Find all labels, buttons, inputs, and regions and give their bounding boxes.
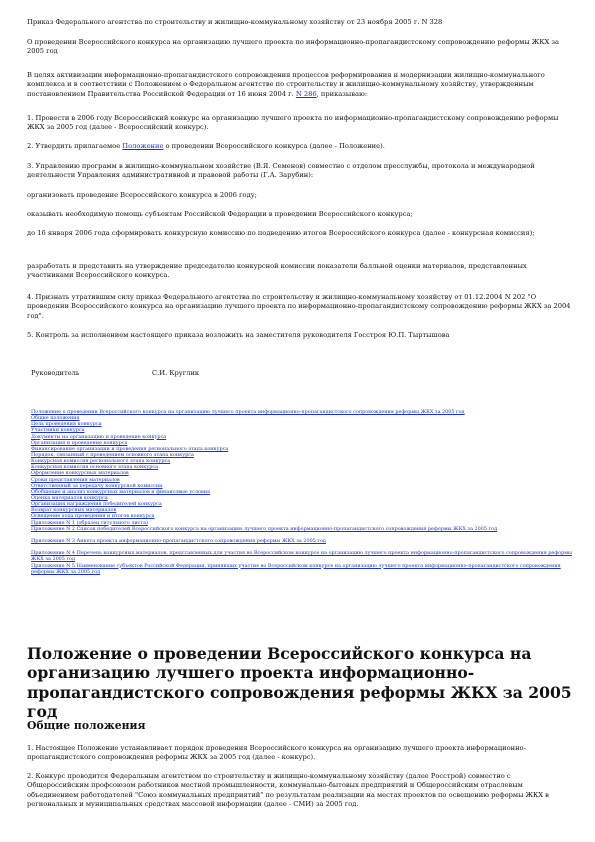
toc-link[interactable]: Участники конкурса	[31, 427, 85, 434]
toc-link[interactable]: Приложение N 2 Список победителей Всероссийского конкурса на организацию лучшего проекта информационно-пропагандистского сопровождения реформы ЖКХ за 2005 год	[31, 525, 498, 532]
toc-link[interactable]: Приложение N 1 (образец титульного листа)	[31, 519, 148, 526]
preamble-text-end: , приказываю:	[316, 89, 368, 98]
preamble-text: В целях активизации информационно-пропагандистского сопровождения процессов реформирования и модернизации жилищно-коммунального комплекса и в соответствии с Положением о Федеральном агентстве по строительству и жилищно-коммунальному хозяйству, утвержденным постановлением Правительства Российской Федерации от 16 июня 2004 г.	[27, 71, 545, 98]
signature-role: Руководитель	[31, 369, 80, 377]
toc-link[interactable]: Оформление конкурсных материалов	[31, 470, 129, 477]
regulation-title: Положение о проведении Всероссийского конкурса на организацию лучшего проекта информационно-пропагандистского сопровождения реформы ЖКХ за 2005 год	[27, 644, 572, 722]
preamble	[27, 71, 572, 99]
toc-link[interactable]: Обобщение и анализ конкурсных материалов и финансовые условия	[31, 488, 211, 495]
toc-link[interactable]: Приложение N 4 Перечень конкурсных материалов, представленных для участия во Всероссийском конкурсе на организацию лучшего проекта информационно-пропагандистского сопровождения реформы ЖКХ за 2005 год	[31, 550, 572, 563]
toc-link[interactable]: Оценка материалов конкурса	[31, 494, 108, 501]
toc-item	[31, 526, 576, 538]
item-3: 3. Управлению программ в жилищно-коммунальном хозяйстве (В.Я. Семенов) совместно с отделом пресслужбы, протокола и международной деятельности Управления административной и правовой работы (Г.А. Зарубин):	[27, 162, 535, 180]
toc-item	[31, 550, 576, 562]
toc-link[interactable]: Конкурсная комиссия регионального этапа конкурса	[31, 458, 171, 465]
toc-link[interactable]: Конкурсная комиссия основного этапа конкурса	[31, 464, 159, 471]
item-5: 5. Контроль за исполнением настоящего приказа возложить на заместителя руководителя Госстроя Ю.П. Тыртышова	[27, 331, 450, 339]
toc-link[interactable]: Документы на организацию и проведение конкурса	[31, 433, 167, 440]
toc-link[interactable]: Финансирование организации и проведения регионального этапа конкурса	[31, 445, 229, 452]
section-heading: Общие положения	[27, 719, 146, 732]
toc-item	[31, 538, 576, 550]
item-2	[27, 142, 572, 151]
item-3a: организовать проведение Всероссийского конкурса в 2006 году;	[27, 191, 257, 199]
body-paragraph-2: 2. Конкурс проводится Федеральным агентством по строительству и жилищно-коммунальному хозяйству (далее Росстрой) совместно с Общероссийским профсоюзом работников местной промышленности, коммунально-бытовых предприятий и Общероссийским отраслевым объединением работодателей "Союз коммунальных предприятий" по результатам реализации на местах проектов по освещению реформы ЖКХ в региональных и муниципальных средствах массовой информации (далее - СМИ) за 2005 год.	[27, 772, 549, 808]
toc-link[interactable]: Возврат конкурсных материалов	[31, 507, 117, 514]
body-paragraph-1: 1. Настоящее Положение устанавливает порядок проведения Всероссийского конкурса на организацию лучшего проекта информационно-пропагандистского сопровождения реформы ЖКХ за 2005 год (далее - конкурс).	[27, 744, 526, 762]
toc-link[interactable]: Порядок, связанный с проведением основного этапа конкурса	[31, 451, 194, 458]
item-2-text-end: о проведении Всероссийского конкурса (далее - Положение).	[163, 142, 385, 150]
signature-name: С.И. Круглик	[152, 369, 200, 377]
toc-link[interactable]: Освещение хода проведения и итогов конкурса	[31, 513, 155, 520]
item-3c: до 16 января 2006 года сформировать конкурсную комиссию по подведению итогов Всероссийского конкурса (далее - конкурсная комиссия);	[27, 229, 535, 237]
order-line: Приказ Федерального агентства по строительству и жилищно-коммунальному хозяйству от 23 ноября 2005 г. N 328	[27, 18, 443, 26]
toc-link[interactable]: Ответственный за передачу конкурсной комиссии	[31, 482, 163, 489]
toc-item	[31, 563, 576, 575]
order-title: О проведении Всероссийского конкурса на организацию лучшего проекта по информационно-пропагандистскому сопровождению реформы ЖКХ за 2005 год	[27, 38, 559, 56]
regulation-link[interactable]: Положение	[122, 142, 164, 150]
item-3b: оказывать необходимую помощь субъектам Российской Федерации в проведении Всероссийского конкурса;	[27, 210, 413, 218]
toc-link[interactable]: Приложение N 5 Наименование субъектов Российской Федерации, принявших участие во Всероссийском конкурсе на организацию лучшего проекта информационно-пропагандистского сопровождения реформы ЖКХ за 2005 год	[31, 562, 561, 575]
toc-link[interactable]: Организация награждения победителей конкурса	[31, 501, 162, 508]
decree-link[interactable]: N 286	[295, 89, 317, 98]
item-3d: разработать и представить на утверждение председателю конкурсной комиссии показатели балльной оценки материалов, представленных участниками Всероссийского конкурса.	[27, 262, 527, 280]
item-4: 4. Признать утратившим силу приказ Федерального агентства по строительству и жилищно-коммунальному хозяйству от 01.12.2004 N 202 "О проведении Всероссийского конкурса на организацию лучшего проекта по информационно-пропагандистскому сопровождению реформы ЖКХ за 2004 год".	[27, 293, 571, 320]
toc-link[interactable]: Положение о проведении Всероссийского конкурса на организацию лучшего проекта информационно-пропагандистского сопровождения реформы ЖКХ за 2005 год	[31, 409, 465, 415]
toc-link[interactable]: Сроки представления материалов	[31, 476, 120, 483]
toc-link[interactable]: Организация и проведение конкурса	[31, 439, 128, 446]
item-2-text: 2. Утвердить прилагаемое	[27, 142, 123, 150]
toc-link[interactable]: Общие положения	[31, 415, 80, 422]
table-of-contents	[31, 409, 576, 575]
item-1: 1. Провести в 2006 году Всероссийский конкурс на организацию лучшего проекта по информационно-пропагандистскому сопровождению реформы ЖКХ за 2005 год (далее - Всероссийский конкурс).	[27, 114, 559, 132]
toc-link[interactable]: Приложение N 3 Анкета проекта информационно-пропагандистского сопровождения реформы ЖКХ за 2005 год	[31, 537, 326, 544]
toc-link[interactable]: Цель проведения конкурса	[31, 421, 102, 428]
